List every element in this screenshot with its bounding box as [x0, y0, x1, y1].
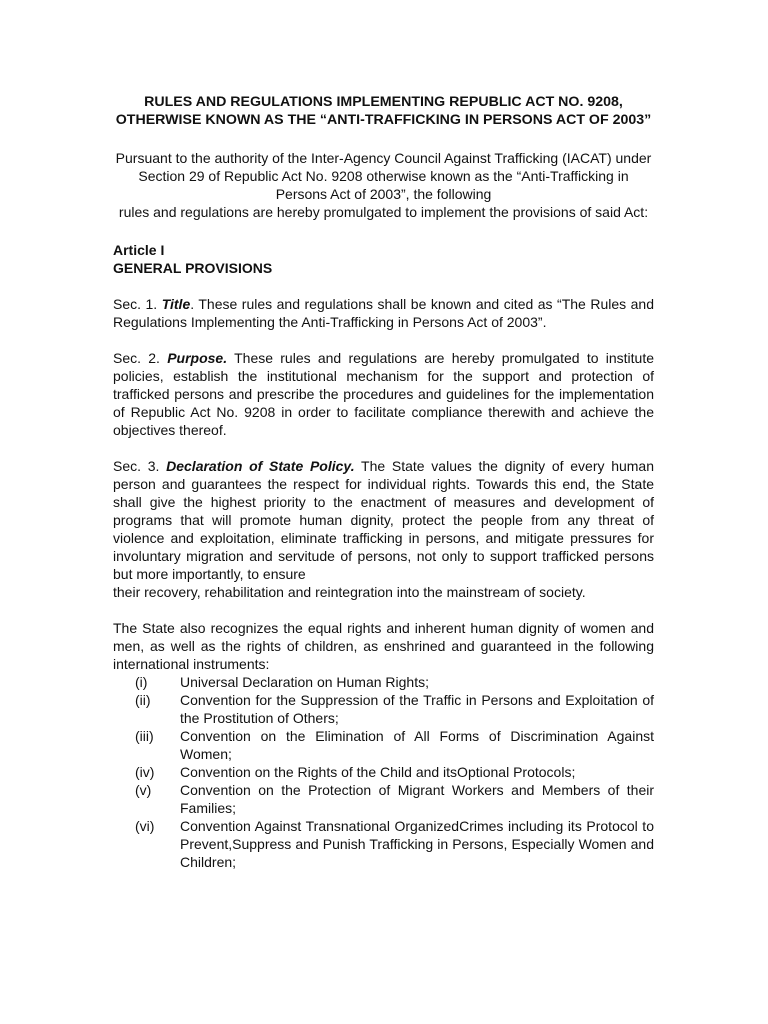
- list-item: [113, 781, 654, 817]
- section-3-tail: their recovery, rehabilitation and reintegration into the mainstream of society.: [113, 584, 586, 600]
- list-item-number: (ii): [135, 692, 151, 708]
- article-heading: [113, 241, 654, 277]
- intro-line-1: Pursuant to the authority of the Inter-Agency Council Against Trafficking (IACAT) under Section 29 of Republic Act No. 9208 otherwise known as the “Anti-Trafficking in Persons Act of 2003”, the following: [115, 150, 652, 202]
- list-item-text: Convention on the Protection of Migrant Workers and Members of their Families;: [180, 782, 654, 816]
- section-2-body: These rules and regulations are hereby promulgated to institute policies, establish the institutional mechanism for the support and protection of trafficked persons and prescribe the procedures and guidelines for the implementation of Republic Act No. 9208 in order to facilitate compliance therewith and achieve the objectives thereof.: [113, 350, 655, 438]
- list-item-number: (vi): [135, 818, 155, 834]
- intro-paragraph: [113, 149, 654, 221]
- list-item-text: Convention on the Elimination of All Forms of Discrimination Against Women;: [180, 728, 654, 762]
- document-title: RULES AND REGULATIONS IMPLEMENTING REPUBLIC ACT NO. 9208, OTHERWISE KNOWN AS THE “ANTI-TRAFFICKING IN PERSONS ACT OF 2003”: [115, 94, 652, 128]
- list-item: [113, 673, 654, 691]
- section-1-prefix: Sec. 1.: [113, 296, 162, 312]
- list-item-number: (i): [135, 674, 148, 690]
- section-3-prefix: Sec. 3.: [113, 458, 167, 474]
- document-page: [113, 93, 654, 871]
- list-item-text: Convention on the Rights of the Child and itsOptional Protocols;: [180, 764, 576, 780]
- state-also-paragraph: The State also recognizes the equal rights and inherent human dignity of women and men, as well as the rights of children, as enshrined and guaranteed in the following international instruments:: [113, 620, 654, 672]
- section-2-prefix: Sec. 2.: [113, 350, 168, 366]
- list-item: [113, 691, 654, 727]
- list-item-number: (iv): [135, 764, 155, 780]
- section-1: [113, 295, 654, 331]
- article-number: Article I: [113, 242, 165, 258]
- section-3: [113, 457, 654, 601]
- section-3-main: [113, 457, 654, 583]
- section-3-body: The State values the dignity of every human person and guarantees the respect for individual rights. Towards this end, the State shall give the highest priority to the enactment of measures and development of programs that will promote human dignity, protect the people from any threat of violence and exploitation, eliminate trafficking in persons, and mitigate pressures for involuntary migration and servitude of persons, not only to support trafficked persons but more importantly, to ensure: [113, 458, 655, 582]
- section-1-body: . These rules and regulations shall be known and cited as “The Rules and Regulations Implementing the Anti-Trafficking in Persons Act of 2003”.: [113, 296, 655, 330]
- list-item-number: (iii): [135, 728, 154, 744]
- intro-line-2: rules and regulations are hereby promulgated to implement the provisions of said Act:: [118, 204, 649, 220]
- section-2-title: Purpose.: [167, 350, 228, 366]
- section-2: [113, 349, 654, 439]
- instruments-list: [113, 673, 654, 871]
- list-item-text: Convention for the Suppression of the Traffic in Persons and Exploitation of the Prostitution of Others;: [180, 692, 654, 726]
- list-item: [113, 727, 654, 763]
- list-item: [113, 763, 654, 781]
- list-item: [113, 817, 654, 871]
- list-item-text: Convention Against Transnational OrganizedCrimes including its Protocol to Prevent,Suppress and Punish Trafficking in Persons, Especially Women and Children;: [180, 818, 654, 870]
- article-title: GENERAL PROVISIONS: [113, 260, 273, 276]
- section-1-title: Title: [161, 296, 191, 312]
- list-item-text: Universal Declaration on Human Rights;: [180, 674, 429, 690]
- list-item-number: (v): [135, 782, 152, 798]
- section-3-title: Declaration of State Policy.: [166, 458, 355, 474]
